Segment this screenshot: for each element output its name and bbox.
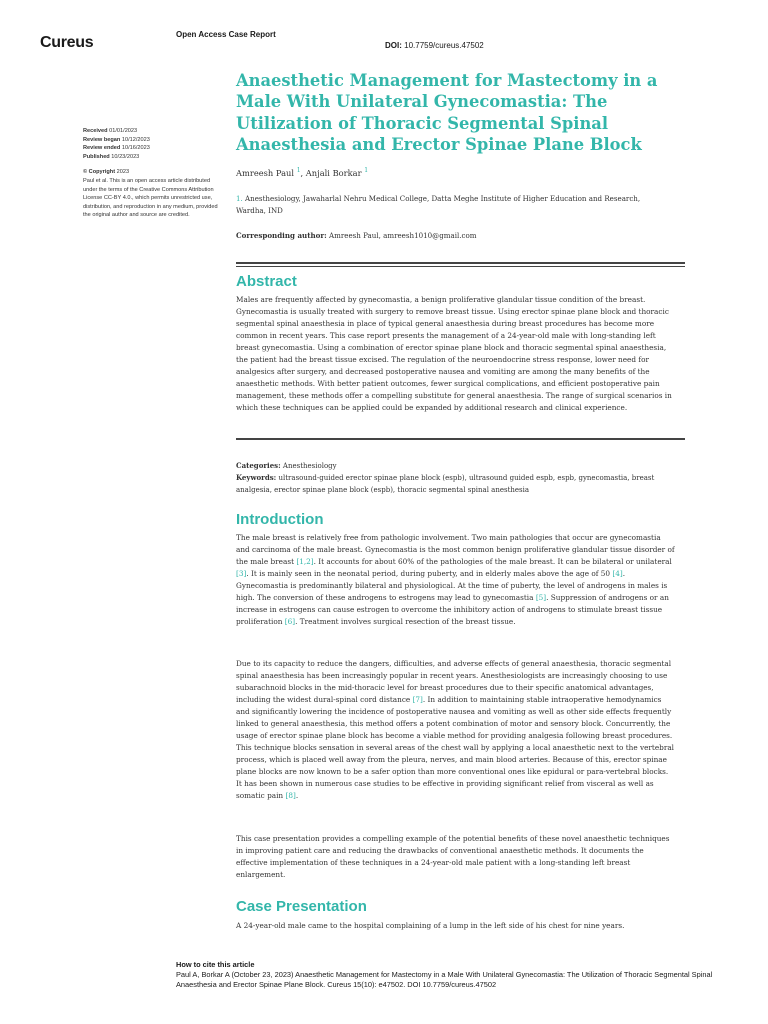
affiliation-number: 1. xyxy=(236,194,243,203)
affiliation xyxy=(236,193,666,217)
copyright-label: © Copyright xyxy=(83,169,116,176)
review-ended-date: 10/16/2023 xyxy=(121,145,150,152)
copyright-line xyxy=(83,168,223,177)
corresponding-text[interactable]: Amreesh Paul, amreesh1010@gmail.com xyxy=(329,231,477,240)
corresponding-label: Corresponding author: xyxy=(236,231,327,240)
introduction-heading: Introduction xyxy=(236,511,324,528)
author-1-affiliation-marker: 1 xyxy=(296,167,301,174)
article-type: Open Access Case Report xyxy=(176,30,276,39)
received-label: Received xyxy=(83,128,108,134)
author-list xyxy=(236,167,368,178)
how-to-cite xyxy=(176,960,736,990)
published-line xyxy=(83,153,223,162)
citation-link[interactable]: [8] xyxy=(285,791,296,800)
author-2-affiliation-marker: 1 xyxy=(364,167,369,174)
categories xyxy=(236,460,681,473)
categories-value[interactable]: Anesthesiology xyxy=(282,462,337,470)
abstract-text: Males are frequently affected by gynecomastia, a benign proliferative glandular tissue condition of the breast. Gynecomastia is usually treated with surgery to remove breast tissue. Using erector spinae plane block and thoracic segmental spinal anaesthesia in place of typical general anaesthesia during breast procedures has become more common in recent years. This case report presents the management of a 24-year-old male with long-standing left breast gynecomastia. Using a combination of erector spinae plane block and thoracic segmental spinal anaesthesia, the patient had the breast tissue excised. The regulation of the neuroendocrine stress response, lower need for analgesics after surgery, and decreased postoperative nausea and vomiting are among the many benefits of the anaesthetic methods. With better patient outcomes, fewer surgical complications, and efficient postoperative pain management, these methods offer a compelling substitute for general anaesthesia. The range of surgical scenarios in which these techniques can be applied could be expanded by additional research and clinical experience. xyxy=(236,295,672,412)
published-label: Published xyxy=(83,153,110,160)
published-date: 10/23/2023 xyxy=(111,153,140,160)
corresponding-author xyxy=(236,231,477,240)
citation-link[interactable]: [4] xyxy=(612,569,623,578)
doi-label: DOI: xyxy=(385,41,402,50)
citation-link[interactable]: [7] xyxy=(412,695,423,704)
case-presentation-paragraph-1: A 24-year-old male came to the hospital complaining of a lump in the left side of his chest for nine years. xyxy=(236,921,625,930)
citation-link[interactable]: [1,2] xyxy=(296,557,314,566)
keywords xyxy=(236,472,681,496)
doi xyxy=(385,41,484,50)
abstract-heading: Abstract xyxy=(236,273,297,290)
affiliation-text: Anesthesiology, Jawaharlal Nehru Medical College, Datta Meghe Institute of Higher Education and Research, Wardha, IND xyxy=(236,194,641,216)
case-presentation-heading: Case Presentation xyxy=(236,898,367,915)
citation-link[interactable]: [5] xyxy=(535,593,547,602)
review-began-date: 10/12/2023 xyxy=(121,136,150,143)
received-date: 01/01/2023 xyxy=(109,128,138,134)
author-1[interactable]: Amreesh Paul xyxy=(236,167,295,178)
introduction-paragraph-1: The male breast is relatively free from pathologic involvement. Two main pathologies that occur are gynecomastia and carcinoma of the male breast. Gynecomastia is the most common benign proliferative glandular tissue disorder of the male breast [1,2]. It accounts for about 60% of the pathologies of the male breast. It can be bilateral or unilateral [3]. It is mainly seen in the neonatal period, during puberty, and in elderly males above the age of 50 [4]. Gynecomastia is predominantly bilateral and physiological. At the time of puberty, the level of androgens in males is high. The conversion of these androgens to estrogens may lead to gynecomastia [5]. Suppression of androgens or an increase in estrogens can cause estrogen to overcome the inhibitory action of androgens to stimulate breast tissue proliferation [6]. Treatment involves surgical resection of the breast tissue. xyxy=(236,533,675,626)
review-began-line xyxy=(83,136,223,145)
citation-link[interactable]: [6] xyxy=(284,617,296,626)
introduction-paragraph-3: This case presentation provides a compelling example of the potential benefits of these novel anaesthetic techniques in improving patient care and reducing the drawbacks of conventional anaesthetic methods. It documents the effective implementation of these techniques in a 24-year-old male patient with a long-standing left breast enlargement. xyxy=(236,834,670,879)
abstract-top-rule xyxy=(236,262,685,267)
how-to-cite-heading: How to cite this article xyxy=(176,960,255,969)
review-began-label: Review began xyxy=(83,136,121,143)
cureus-logo: Cureus xyxy=(40,34,94,51)
citation-text: Paul A, Borkar A (October 23, 2023) Anaesthetic Management for Mastectomy in a Male With Unilateral Gynecomastia: The Utilization of Thoracic Segmental Spinal Anaesthesia and Erector Spinae Plane Block. Cureus 15(10): e47502. DOI 10.7759/cureus.47502 xyxy=(176,970,713,989)
introduction-paragraph-2: Due to its capacity to reduce the dangers, difficulties, and adverse effects of general anaesthesia, thoracic segmental spinal anaesthesia has been increasingly popular in recent years. Anesthesiologists are increasingly choosing to use subarachnoid blocks in the mid-thoracic level for breast procedures due to their specific anatomical advantages, including the widest dural-spinal cord distance [7]. In addition to maintaining stable intraoperative hemodynamics and significantly lowering the incidence of postoperative nausea and vomiting as well as other side effects frequently linked to general anaesthesia, this method offers a potent combination of motor and sensory block. Concurrently, the usage of erector spinae plane block has become a viable method for providing analgesia following breast procedures. This technique blocks sensation in several areas of the chest wall by applying a local anaesthetic next to the vertebral process, which is placed well away from the pleura, nerves, and main blood arteries. Because of this, erector spinae plane blocks are now known to be a safer option than more conventional ones like epidural or para-vertebral blocks. It has been shown in numerous case studies to be effective in providing significant relief from visceral as well as somatic pain [8]. xyxy=(236,659,675,800)
categories-label: Categories: xyxy=(236,461,281,470)
article-title: Anaesthetic Management for Mastectomy in a Male With Unilateral Gynecomastia: The Utilization of Thoracic Segmental Spinal Anaesthesia and Erector Spinae Plane Block xyxy=(236,71,658,154)
received-line xyxy=(83,127,223,136)
author-2[interactable]: , Anjali Borkar xyxy=(300,167,362,178)
copyright-year: 2023 xyxy=(116,169,130,176)
abstract-bottom-rule xyxy=(236,438,685,440)
citation-link[interactable]: [3] xyxy=(236,569,247,578)
keywords-label: Keywords: xyxy=(236,473,277,482)
review-ended-label: Review ended xyxy=(83,145,121,152)
keywords-value: ultrasound-guided erector spinae plane block (espb), ultrasound guided espb, espb, gynecomastia, breast analgesia, erector spinae plane block (espb), thoracic segmental spinal anesthesia xyxy=(236,474,655,494)
doi-value[interactable]: 10.7759/cureus.47502 xyxy=(404,41,484,50)
article-history-sidebar xyxy=(83,127,223,220)
license-text: Paul et al. This is an open access article distributed under the terms of the Creative Commons Attribution License CC-BY 4.0., which permits unrestricted use, distribution, and reproduction in any medium, provided the original author and source are credited. xyxy=(83,177,218,219)
review-ended-line xyxy=(83,144,223,153)
